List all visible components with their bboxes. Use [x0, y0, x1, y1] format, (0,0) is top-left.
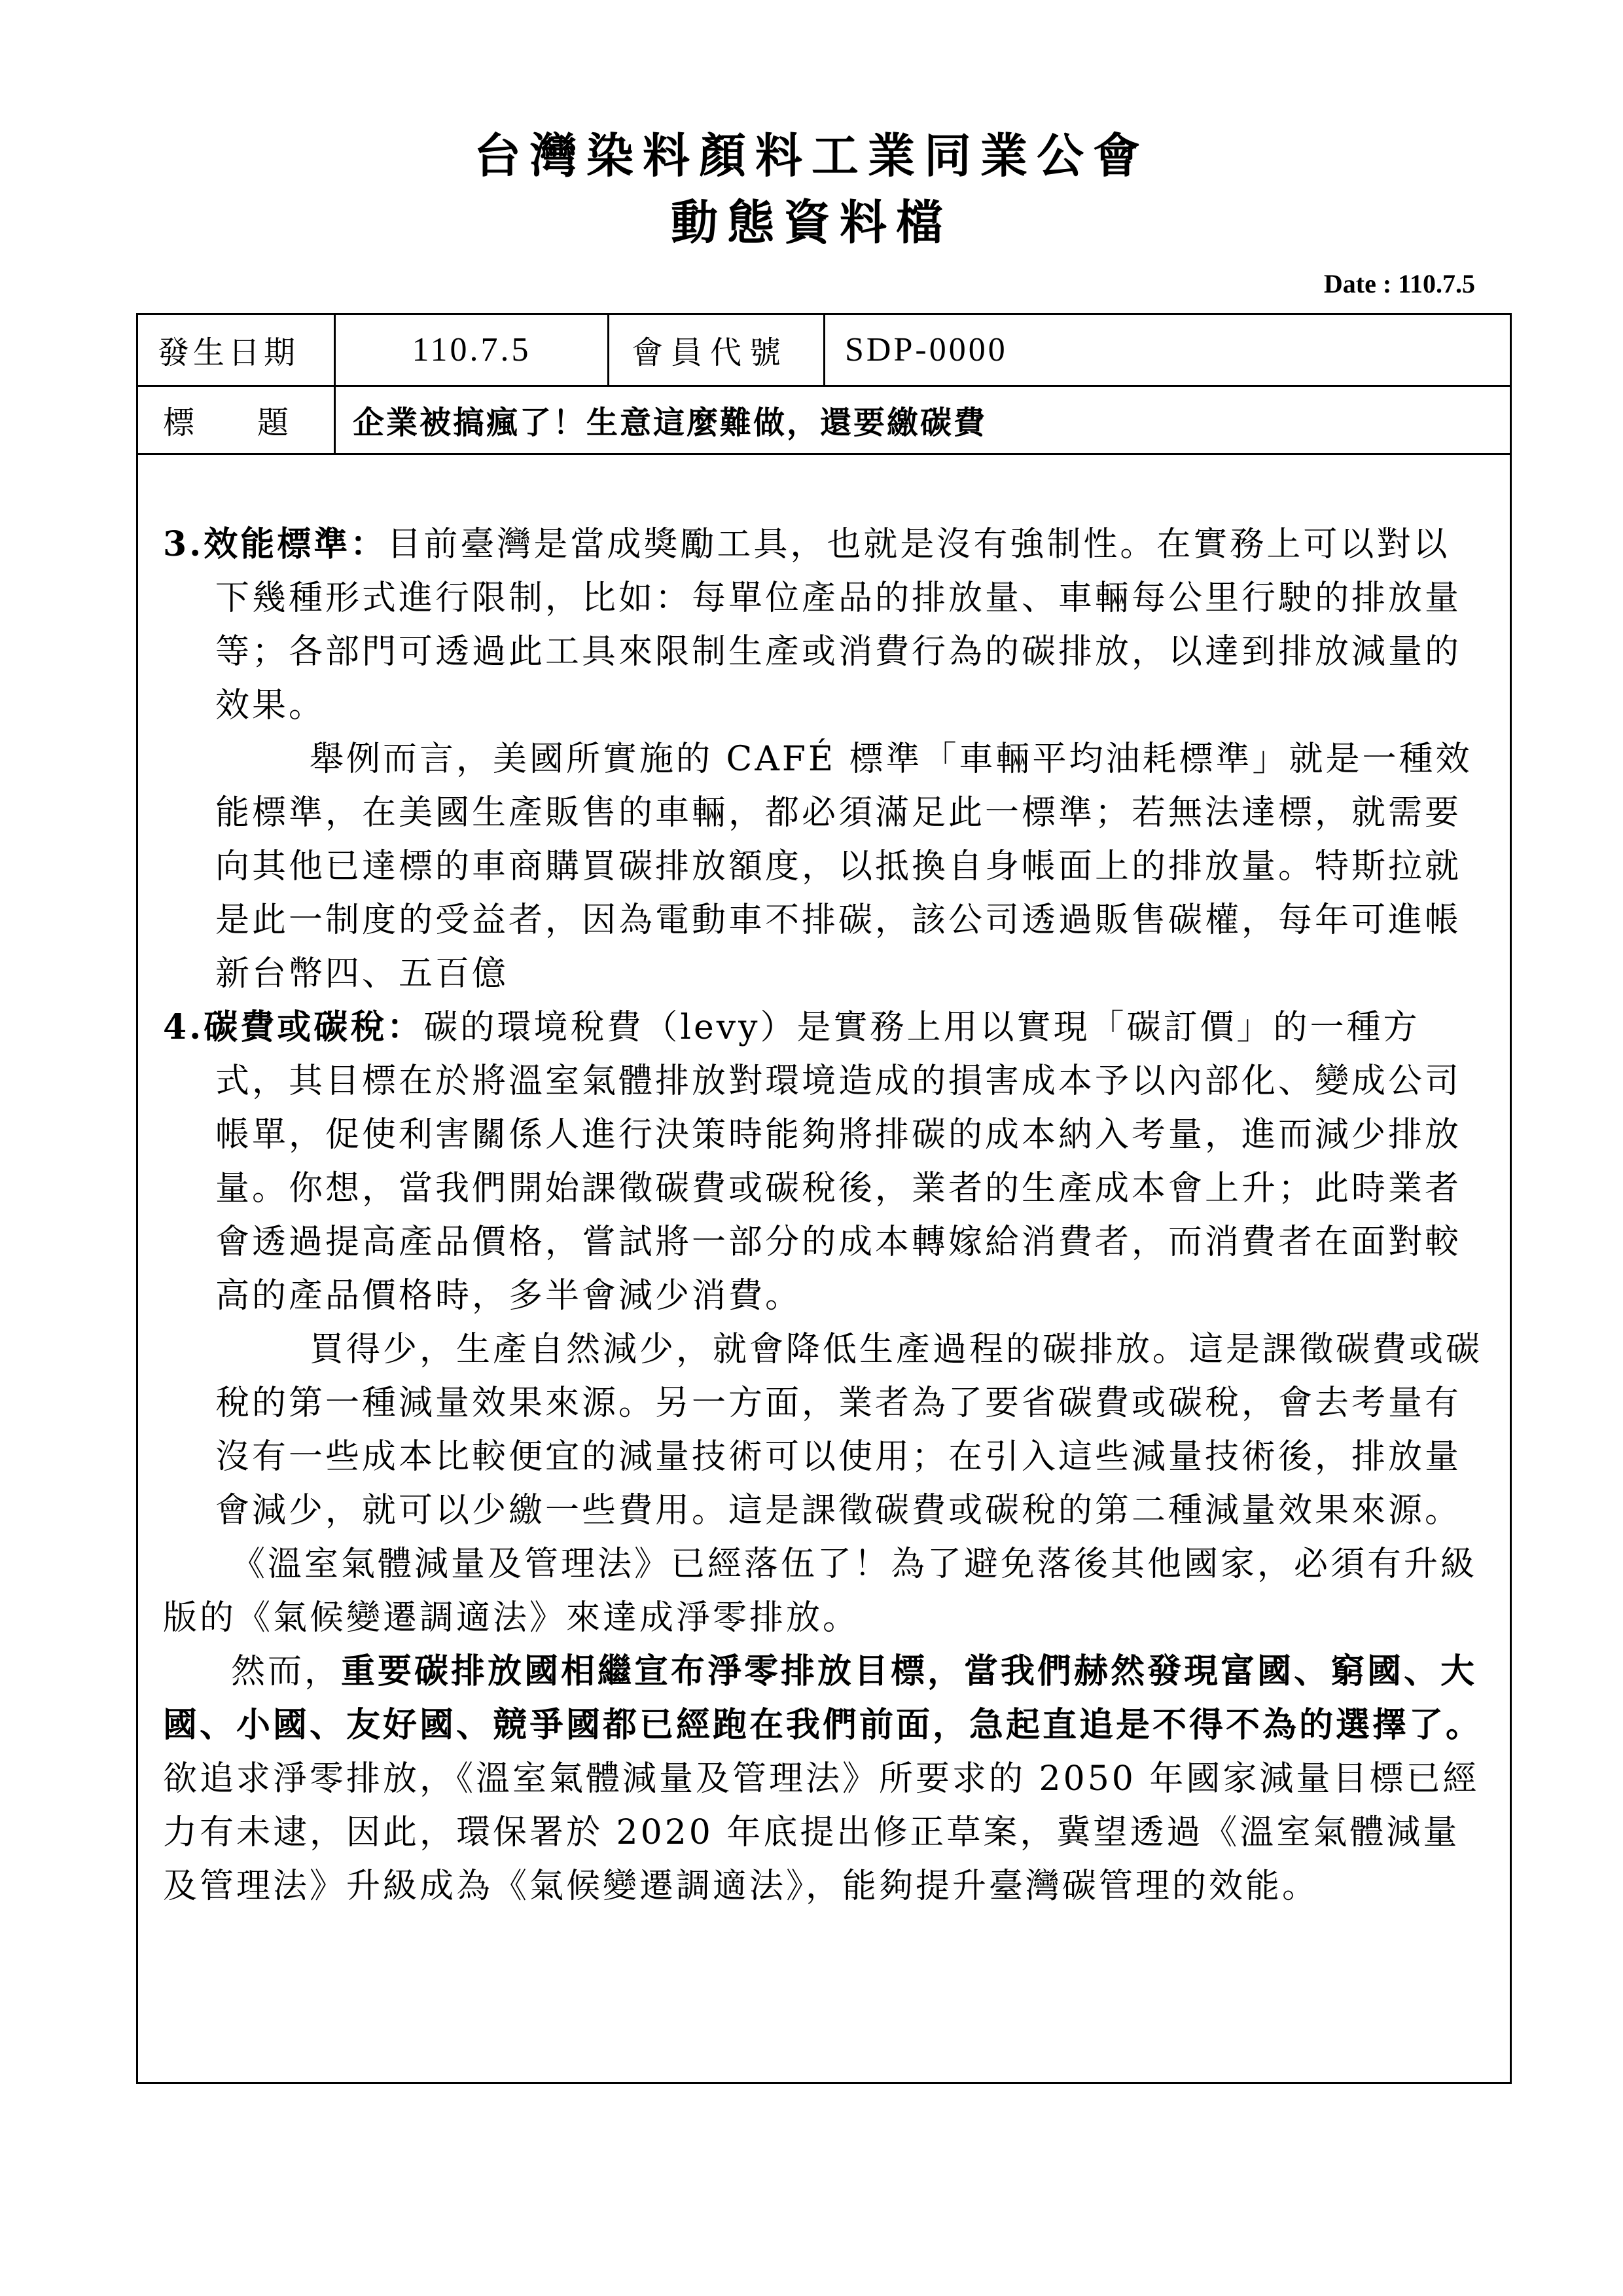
subject-row — [138, 387, 1510, 455]
item-3-text: 目前臺灣是當成獎勵工具，也就是沒有強制性。在實務上可以對以下幾種形式進行限制，比如：每單位產品的排放量、車輛每公里行駛的排放量等；各部門可透過此工具來限制生產或消費行為的碳排放，以達到排放減量的效果。 — [215, 525, 1462, 725]
conclusion-emphasis: 重要碳排放國相繼宣布淨零排放目標，當我們赫然發現富國、窮國、大國、小國、友好國、競爭國都已經跑在我們前面，急起直追是不得不為的選擇了。 — [163, 1651, 1483, 1745]
item-4-number: 4. — [163, 1007, 204, 1047]
item-3-heading: 效能標準： — [204, 524, 387, 564]
record-frame — [136, 313, 1512, 2084]
item-4-paragraph: 買得少，生產自然減少，就會降低生產過程的碳排放。這是課徵碳費或碳稅的第一種減量效果來源。另一方面，業者為了要省碳費或碳稅，會去考量有沒有一些成本比較便宜的減量技術可以使用；在引入這些減量技術後，排放量會減少，就可以少繳一些費用。這是課徵碳費或碳稅的第二種減量效果來源。 — [215, 1330, 1483, 1530]
conclusion-rest: 欲追求淨零排放，《溫室氣體減量及管理法》所要求的 2050 年國家減量目標已經力有未逮，因此，環保署於 2020 年底提出修正草案，冀望透過《溫室氣體減量及管理法》升級成為《氣候變遷調適法》，能夠提升臺灣碳管理的效能。 — [163, 1759, 1480, 1906]
subject-label: 標 題 — [138, 387, 336, 453]
doc-date: Date : 110.7.5 — [1323, 269, 1475, 298]
member-label: 會員代號 — [609, 315, 825, 385]
paragraph-conclusion — [163, 1645, 1485, 1913]
item-4-heading: 碳費或碳稅： — [204, 1007, 424, 1047]
item-3 — [163, 518, 1485, 732]
item-3-paragraph: 舉例而言，美國所實施的 CAFÉ 標準「車輛平均油耗標準」就是一種效能標準，在美國生產販售的車輛，都必須滿足此一標準；若無法達標，就需要向其他已達標的車商購買碳排放額度，以抵換自身帳面上的排放量。特斯拉就是此一制度的受益者，因為電動車不排碳，該公司透過販售碳權，每年可進帳新台幣四、五百億 — [215, 740, 1472, 994]
item-4 — [163, 1001, 1485, 1323]
subject-value: 企業被搞瘋了！生意這麼難做，還要繳碳費 — [353, 404, 988, 441]
date-value: 110.7.5 — [336, 315, 609, 385]
org-title: 台灣染料顏料工業同業公會 — [473, 128, 1149, 183]
member-value: SDP-0000 — [845, 331, 1008, 368]
info-row — [138, 315, 1510, 387]
date-label: 發生日期 — [138, 315, 336, 385]
item-4-text: 碳的環境稅費（levy）是實務上用以實現「碳訂價」的一種方式，其目標在於將溫室氣體排放對環境造成的損害成本予以內部化、變成公司帳單，促使利害關係人進行決策時能夠將排碳的成本納入考量，進而減少排放量。你想，當我們開始課徵碳費或碳稅後，業者的生產成本會上升；此時業者會透過提高產品價格，嘗試將一部分的成本轉嫁給消費者，而消費者在面對較高的產品價格時，多半會減少消費。 — [215, 1008, 1462, 1316]
article-body — [163, 518, 1485, 1913]
item-3-number: 3. — [163, 524, 204, 564]
paragraph-law: 《溫室氣體減量及管理法》已經落伍了！為了避免落後其他國家，必須有升級版的《氣候變遷調適法》來達成淨零排放。 — [163, 1545, 1478, 1638]
doc-title: 動態資料檔 — [670, 194, 952, 250]
conclusion-start: 然而， — [231, 1652, 342, 1691]
